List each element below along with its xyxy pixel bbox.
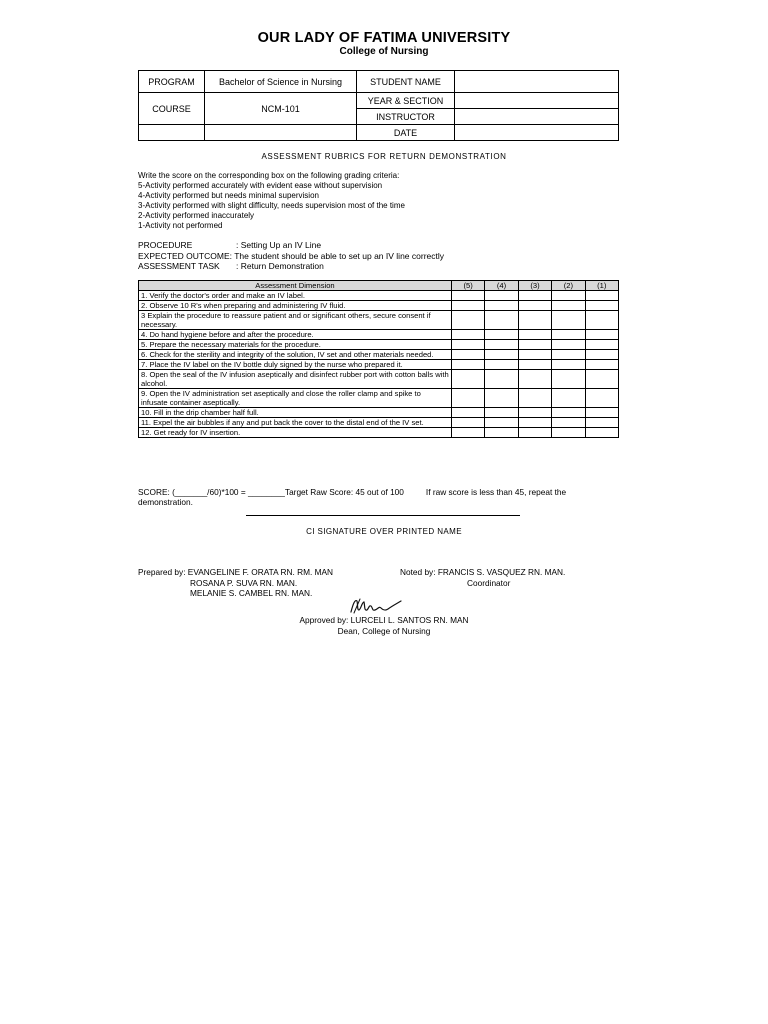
noted-by-role: Coordinator [467, 577, 511, 588]
score-box[interactable] [451, 311, 484, 330]
noted-by [400, 567, 565, 588]
table-row [139, 330, 619, 340]
score-box[interactable] [451, 350, 484, 360]
score-box[interactable] [451, 370, 484, 389]
score-header: (2) [552, 281, 585, 291]
noted-by-line: Noted by: FRANCIS S. VASQUEZ RN. MAN. [400, 567, 566, 577]
score-box[interactable] [485, 370, 518, 389]
score-box[interactable] [451, 330, 484, 340]
prepared-by-line: ROSANA P. SUVA RN. MAN. [190, 577, 298, 588]
score-box[interactable] [518, 389, 551, 408]
score-box[interactable] [585, 330, 618, 340]
score-box[interactable] [485, 418, 518, 428]
score-header: (1) [585, 281, 618, 291]
table-row [139, 301, 619, 311]
score-box[interactable] [451, 418, 484, 428]
score-box[interactable] [451, 389, 484, 408]
table-row [139, 389, 619, 408]
score-box[interactable] [485, 330, 518, 340]
rubric-title: ASSESSMENT RUBRICS FOR RETURN DEMONSTRATION [261, 152, 507, 161]
score-box[interactable] [485, 360, 518, 370]
score-box[interactable] [585, 311, 618, 330]
prepared-by-line: Prepared by: EVANGELINE F. ORATA RN. RM. MAN [138, 567, 334, 577]
task-value: : Return Demonstration [236, 261, 324, 271]
score-formula: SCORE: (_______/60)*100 = ________ [138, 487, 285, 497]
blank-cell [139, 125, 205, 141]
score-box[interactable] [585, 301, 618, 311]
grading-criteria [138, 171, 405, 231]
prepared-by [138, 567, 333, 599]
assessment-item: 2. Observe 10 R's when preparing and administering IV fluid. [139, 301, 452, 311]
dimension-header: Assessment Dimension [139, 281, 452, 291]
score-box[interactable] [552, 340, 585, 350]
score-box[interactable] [585, 408, 618, 418]
score-box[interactable] [518, 330, 551, 340]
assessment-item: 12. Get ready for IV insertion. [139, 428, 452, 438]
outcome-value: The student should be able to set up an IV line correctly [234, 250, 444, 261]
score-box[interactable] [518, 370, 551, 389]
score-box[interactable] [518, 408, 551, 418]
score-box[interactable] [485, 389, 518, 408]
score-header: (3) [518, 281, 551, 291]
assessment-item: 9. Open the IV administration set aseptically and close the roller clamp and spike to infusate container aseptically. [139, 389, 452, 408]
course-value: NCM-101 [205, 93, 357, 125]
score-box[interactable] [552, 350, 585, 360]
approved-by-line: Approved by: LURCELI L. SANTOS RN. MAN [299, 615, 469, 625]
course-label: COURSE [139, 93, 205, 125]
score-box[interactable] [451, 340, 484, 350]
score-box[interactable] [485, 428, 518, 438]
score-box[interactable] [585, 340, 618, 350]
score-box[interactable] [585, 360, 618, 370]
table-row [139, 418, 619, 428]
procedure-value: : Setting Up an IV Line [236, 240, 322, 250]
criteria-level: 5-Activity performed accurately with evident ease without supervision [138, 181, 383, 190]
score-box[interactable] [552, 301, 585, 311]
year-section-label: YEAR & SECTION [357, 93, 455, 109]
score-box[interactable] [485, 350, 518, 360]
assessment-item: 6. Check for the sterility and integrity of the solution, IV set and other materials needed. [139, 350, 452, 360]
score-box[interactable] [552, 311, 585, 330]
procedure-block [138, 240, 444, 272]
score-box[interactable] [552, 370, 585, 389]
assessment-table [138, 280, 619, 438]
student-name-field[interactable] [455, 71, 619, 93]
score-box[interactable] [518, 428, 551, 438]
program-label: PROGRAM [139, 71, 205, 93]
signature-caption: CI SIGNATURE OVER PRINTED NAME [306, 527, 462, 536]
score-box[interactable] [485, 408, 518, 418]
task-label: ASSESSMENT TASK [138, 261, 220, 271]
signature-line [246, 515, 520, 516]
score-box[interactable] [552, 389, 585, 408]
score-box[interactable] [518, 418, 551, 428]
info-table [138, 70, 619, 141]
approved-by-role: Dean, College of Nursing [337, 625, 431, 636]
score-box[interactable] [451, 408, 484, 418]
score-box[interactable] [552, 408, 585, 418]
criteria-level: 3-Activity performed with slight difficulty, needs supervision most of the time [138, 201, 405, 210]
procedure-label: PROCEDURE [138, 240, 193, 250]
score-box[interactable] [585, 418, 618, 428]
assessment-item: 4. Do hand hygiene before and after the procedure. [139, 330, 452, 340]
score-box[interactable] [451, 291, 484, 301]
assessment-item: 11. Expel the air bubbles if any and put back the cover to the distal end of the IV set. [139, 418, 452, 428]
handwritten-signature [348, 596, 404, 616]
table-row [139, 370, 619, 389]
table-row [139, 340, 619, 350]
score-box[interactable] [585, 370, 618, 389]
assessment-item: 5. Prepare the necessary materials for the procedure. [139, 340, 452, 350]
prepared-by-line: MELANIE S. CAMBEL RN. MAN. [190, 588, 313, 598]
score-header: (5) [451, 281, 484, 291]
student-name-label: STUDENT NAME [357, 71, 455, 93]
date-field[interactable] [455, 125, 619, 141]
score-box[interactable] [585, 350, 618, 360]
score-box[interactable] [552, 360, 585, 370]
score-header: (4) [485, 281, 518, 291]
score-box[interactable] [518, 291, 551, 301]
table-row [139, 428, 619, 438]
criteria-level: 1-Activity not performed [138, 221, 223, 230]
year-section-field[interactable] [455, 93, 619, 109]
date-label: DATE [357, 125, 455, 141]
table-row [139, 408, 619, 418]
score-box[interactable] [485, 291, 518, 301]
instructor-field[interactable] [455, 109, 619, 125]
score-box[interactable] [552, 291, 585, 301]
score-box[interactable] [518, 350, 551, 360]
instructor-label: INSTRUCTOR [357, 109, 455, 125]
assessment-item: 10. Fill in the drip chamber half full. [139, 408, 452, 418]
score-box[interactable] [585, 428, 618, 438]
approved-by [0, 615, 768, 636]
outcome-label: EXPECTED OUTCOME: [138, 250, 232, 261]
score-line [138, 487, 619, 507]
page-subtitle: College of Nursing [339, 46, 429, 57]
repeat-note: If raw score is less than 45, repeat the demonstration. [138, 487, 567, 507]
assessment-item: 1. Verify the doctor's order and make an IV label. [139, 291, 452, 301]
assessment-item: 7. Place the IV label on the IV bottle duly signed by the nurse who prepared it. [139, 360, 452, 370]
assessment-item: 3 Explain the procedure to reassure patient and or significant others, secure consent if necessary. [139, 311, 452, 330]
score-box[interactable] [451, 301, 484, 311]
score-box[interactable] [451, 428, 484, 438]
score-box[interactable] [552, 418, 585, 428]
blank-cell [205, 125, 357, 141]
score-box[interactable] [552, 330, 585, 340]
table-row [139, 350, 619, 360]
criteria-level: 2-Activity performed inaccurately [138, 211, 255, 220]
score-box[interactable] [518, 360, 551, 370]
score-box[interactable] [485, 301, 518, 311]
score-box[interactable] [585, 291, 618, 301]
score-box[interactable] [518, 340, 551, 350]
score-box[interactable] [552, 428, 585, 438]
score-box[interactable] [518, 301, 551, 311]
score-box[interactable] [585, 389, 618, 408]
program-value: Bachelor of Science in Nursing [205, 71, 357, 93]
assessment-item: 8. Open the seal of the IV infusion aseptically and disinfect rubber port with cotton balls with alcohol. [139, 370, 452, 389]
table-row [139, 360, 619, 370]
score-box[interactable] [485, 340, 518, 350]
score-box[interactable] [518, 311, 551, 330]
table-row [139, 291, 619, 301]
criteria-intro: Write the score on the corresponding box on the following grading criteria: [138, 171, 400, 180]
table-row [139, 311, 619, 330]
target-raw-score: Target Raw Score: 45 out of 100 [284, 487, 404, 497]
score-box[interactable] [451, 360, 484, 370]
score-box[interactable] [485, 311, 518, 330]
criteria-level: 4-Activity performed but needs minimal supervision [138, 191, 319, 200]
page-title: OUR LADY OF FATIMA UNIVERSITY [257, 30, 511, 46]
